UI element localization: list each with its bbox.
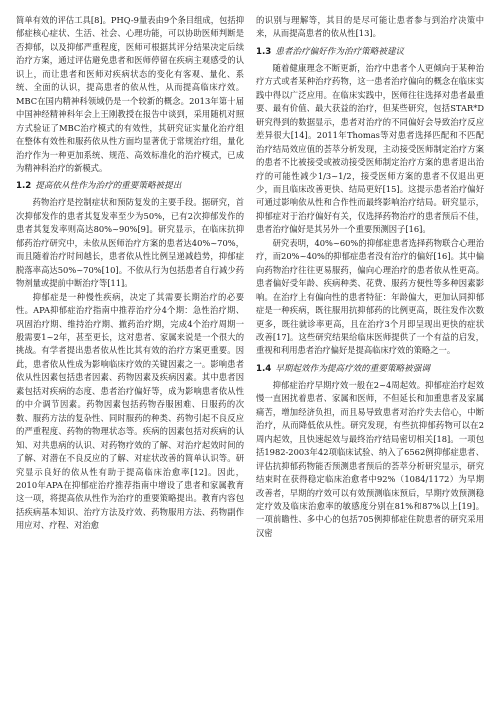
body-paragraph: 简单有效的评估工具[8]。PHQ-9量表由9个条目组成，包括抑郁症核心症状、生活、社会、心理功能，可以协助医师判断是否抑郁，以及抑郁严重程度，医师可根据其评分结果决定后续治疗方案，通过评估避免患者和医师停留在疾病主观感受的认识上，而让患者和医师对疾病状态的变化有客观、量化、系统、全面的认识，提高患者的依从性，从而提高临床疗效。MBC在国内精神科领域仍是一个较新的概念。2013年第十届中国神经精神科年会上王刚教授在报告中谈到，采用随机对照方式验证了MBC治疗模式的有效性，其研究证实量化治疗组在整体有效性和服药依从性方面均显著优于常规治疗组，量化治疗作为一种更加系统、规范、高效标准化的治疗模式，已成为精神科治疗的新模式。 [16,15,244,173]
section-heading [256,45,484,59]
section-heading [16,179,244,193]
section-title: 患者治疗偏好作为治疗策略被建议 [275,46,405,57]
body-paragraph: 抑郁症是一种慢性疾病，决定了其需要长期治疗的必要性。APA抑郁症治疗指南中推荐治疗分4个期：急性治疗期、巩固治疗期、维持治疗期、撤药治疗期，完成4个治疗周期一般需要1~2年，甚至更长，这对患者、家属来说是一个很大的挑战。有学者提出患者依从性比其有效的治疗方案更重要。因此，患者依从性成为影响临床疗效的关键因素之一。影响患者依从性因素包括患者因素、药物因素及疾病因素。其中患者因素包括对疾病的态度、患者治疗偏好等，成为影响患者依从性的中介调节因素。药物因素包括药物吞服困难、日服药的次数、服药方法的复杂性、同时服药的种类、药物引起不良反应的严重程度、药物的物理状态等。疾病的因素包括对疾病的认知、对共患病的认识、对药物疗效的了解、对治疗起效时间的了解、对潜在不良反应的了解、对症状改善的简单认识等。研究显示良好的依从性有助于提高临床治愈率[12]。因此，2010年APA在抑郁症治疗推荐指南中增设了患者和家属教育这一项，将提高依从性作为治疗的重要策略提出。教育内容包括疾病基本知识、治疗方法及疗效、药物服用方法、药物副作用应对、疗程、对治愈 [16,291,244,531]
section-number: 1.3 [256,46,272,57]
left-column [16,14,244,533]
section-title: 提高依从性作为治疗的重要策略被提出 [35,181,182,192]
body-paragraph: 的识别与理解等，其目的是尽可能让患者参与到治疗决策中来，从而提高患者的依从性[13]。 [256,15,484,39]
section-title: 早期起效作为提高疗效的重要策略被强调 [275,363,430,374]
section-heading [256,362,484,376]
body-paragraph: 药物治疗是控制症状和预防复发的主要手段。据研究，首次抑郁发作的患者其复发率至少为50%，已有2次抑郁发作的患者其复发率则高达80%~90%[9]。研究显示，在临床抗抑郁药治疗研究中，未依从医师治疗方案的患者达40%~70%，而且随着治疗时间越长，患者依从性比例呈递减趋势，抑郁症脱落率高达50%~70%[10]。不依从行为包括患者自行减少药物剂量或提前中断治疗等[11]。 [16,197,244,289]
body-paragraph: 随着健康理念不断更新，治疗中患者个人更倾向于某种治疗方式或者某种治疗药物，这一患者治疗偏向的概念在临床实践中得以广泛应用。在临床实践中，医师往往选择对患者最重要、最有价值、最大获益的治疗，但某些研究，包括STAR*D研究得到的数据显示，患者对治疗的不同偏好会导致治疗反应差异很大[14]。2011年Thomas等对患者选择匹配和不匹配治疗结局效应值的荟萃分析发现，主动接受医师制定治疗方案的患者不比被接受或被动接受医师制定治疗方案的患者退出治疗的可能性减少1/3~1/2，接受医师方案的患者不仅退出更少，而且临床改善更快、结局更好[15]。这提示患者治疗偏好可通过影响依从性和合作性而最终影响治疗结局。研究显示，抑郁症对于治疗偏好有关，仅选择药物治疗的患者预后不佳，患者治疗偏好是其另外一个重要预测因子[16]。 [256,62,484,235]
body-paragraph: 抑郁症治疗早期疗效一般在2~4周起效。抑郁症治疗起效慢一直困扰着患者、家属和医师，不但延长和加重患者及家属痛苦，增加经济负担，而且易导致患者对治疗失去信心，中断治疗，从而降低依从性。研究发现，有些抗抑郁药物可以在2周内起效，且快速起效与最终治疗结局密切相关[18]。一项包括1982-2003年42项临床试验、纳入了6562例抑郁症患者、评估抗抑郁药物能否预测患者预后的荟萃分析研究显示，研究结束时在获得稳定临床治愈者中92%（1084/1172）为早期改善者，早期的疗效可以有效预测临床预后，早期疗效预测稳定疗效及临床治愈率的敏感度分别在81%和87%以上[19]。一项前瞻性、多中心的包括705例抑郁症住院患者的研究采用汉密 [256,379,484,538]
section-number: 1.2 [16,181,32,192]
section-number: 1.4 [256,363,272,374]
body-paragraph: 研究表明，40%~60%的抑郁症患者选择药物联合心理治疗，而20%~40%的抑郁症患者没有治疗的偏好[16]。其中偏向药物治疗往往更易服药，偏向心理治疗的患者依从性更高。患者偏好受年龄、疾病种类、花费、服药方便性等多种因素影响。在治疗上有偏向性的患者特征：年龄偏大，更加认同抑郁症是一种疾病，既往服用抗抑郁药的比例更高，既往发作次数更多，既往就诊率更高，且在治疗3个月即呈现出更快的症状改善[17]。这些研究结果给临床医师提供了一个有益的启发，重视和利用患者治疗偏好是提高临床疗效的策略之一。 [256,237,484,356]
right-column [256,14,484,540]
